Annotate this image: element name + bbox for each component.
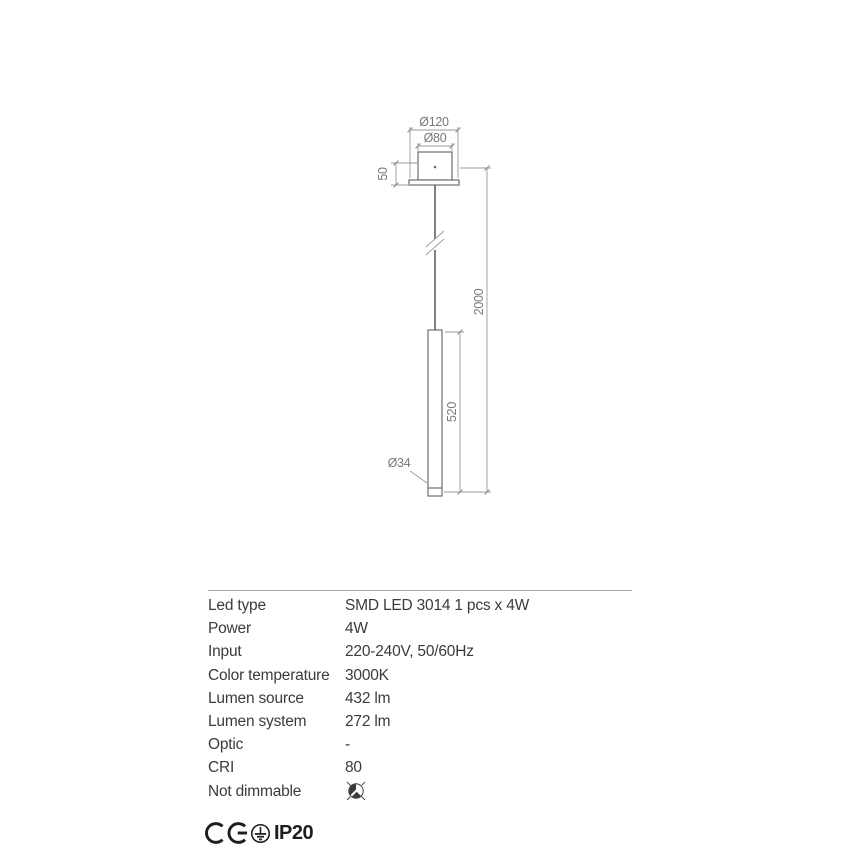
not-dimmable-icon <box>345 780 367 802</box>
table-top-rule <box>208 590 632 591</box>
spec-value: SMD LED 3014 1 pcs x 4W <box>345 597 530 614</box>
dim-label-canopy-height: 50 <box>376 167 390 181</box>
table-row <box>208 756 632 779</box>
pendant-cable <box>426 185 444 330</box>
spec-value <box>345 780 632 805</box>
table-row <box>208 710 632 733</box>
table-row <box>208 617 632 640</box>
table-row <box>208 687 632 710</box>
spec-label: Optic <box>208 736 244 754</box>
canopy-screw-dot <box>434 166 437 169</box>
dim-label-canopy-diameter: Ø120 <box>419 115 449 129</box>
spec-label: Color temperature <box>208 666 330 684</box>
lamp-tube <box>428 330 442 496</box>
spec-label: CRI <box>208 759 235 777</box>
dim-label-canopy-inner-diameter: Ø80 <box>423 131 447 145</box>
table-row <box>208 780 632 805</box>
certification-marks <box>205 820 313 846</box>
spec-value: 272 lm <box>345 713 391 731</box>
canopy-base-plate <box>409 180 459 185</box>
dim-label-total-drop: 2000 <box>472 288 486 316</box>
spec-label: Led type <box>208 597 266 614</box>
spec-value: 220-240V, 50/60Hz <box>345 643 474 661</box>
table-row <box>208 733 632 756</box>
spec-value: - <box>345 736 350 754</box>
ceiling-canopy <box>409 152 459 185</box>
protective-earth-icon <box>250 823 271 844</box>
dimension-tube-diameter <box>388 456 427 483</box>
dimension-canopy-inner-diameter <box>416 131 455 151</box>
spec-value: 432 lm <box>345 689 391 707</box>
spec-label: Not dimmable <box>208 782 302 800</box>
ce-mark-icon <box>205 821 250 845</box>
spec-label: Lumen source <box>208 689 304 707</box>
ip-rating-label: IP20 <box>274 821 314 844</box>
dimension-total-drop <box>444 166 491 495</box>
spec-label: Lumen system <box>208 713 307 731</box>
spec-value: 3000K <box>345 666 389 684</box>
dim-label-tube-diameter: Ø34 <box>387 456 411 470</box>
table-row <box>208 594 632 617</box>
spec-label: Input <box>208 643 242 661</box>
dimension-tube-length <box>445 330 464 495</box>
specification-table <box>208 590 632 805</box>
spec-value: 80 <box>345 759 362 777</box>
spec-value: 4W <box>345 620 368 638</box>
pendant-lamp-technical-drawing <box>360 105 520 505</box>
dim-label-tube-length: 520 <box>445 402 459 422</box>
table-row <box>208 640 632 663</box>
table-row <box>208 664 632 687</box>
spec-label: Power <box>208 620 251 638</box>
